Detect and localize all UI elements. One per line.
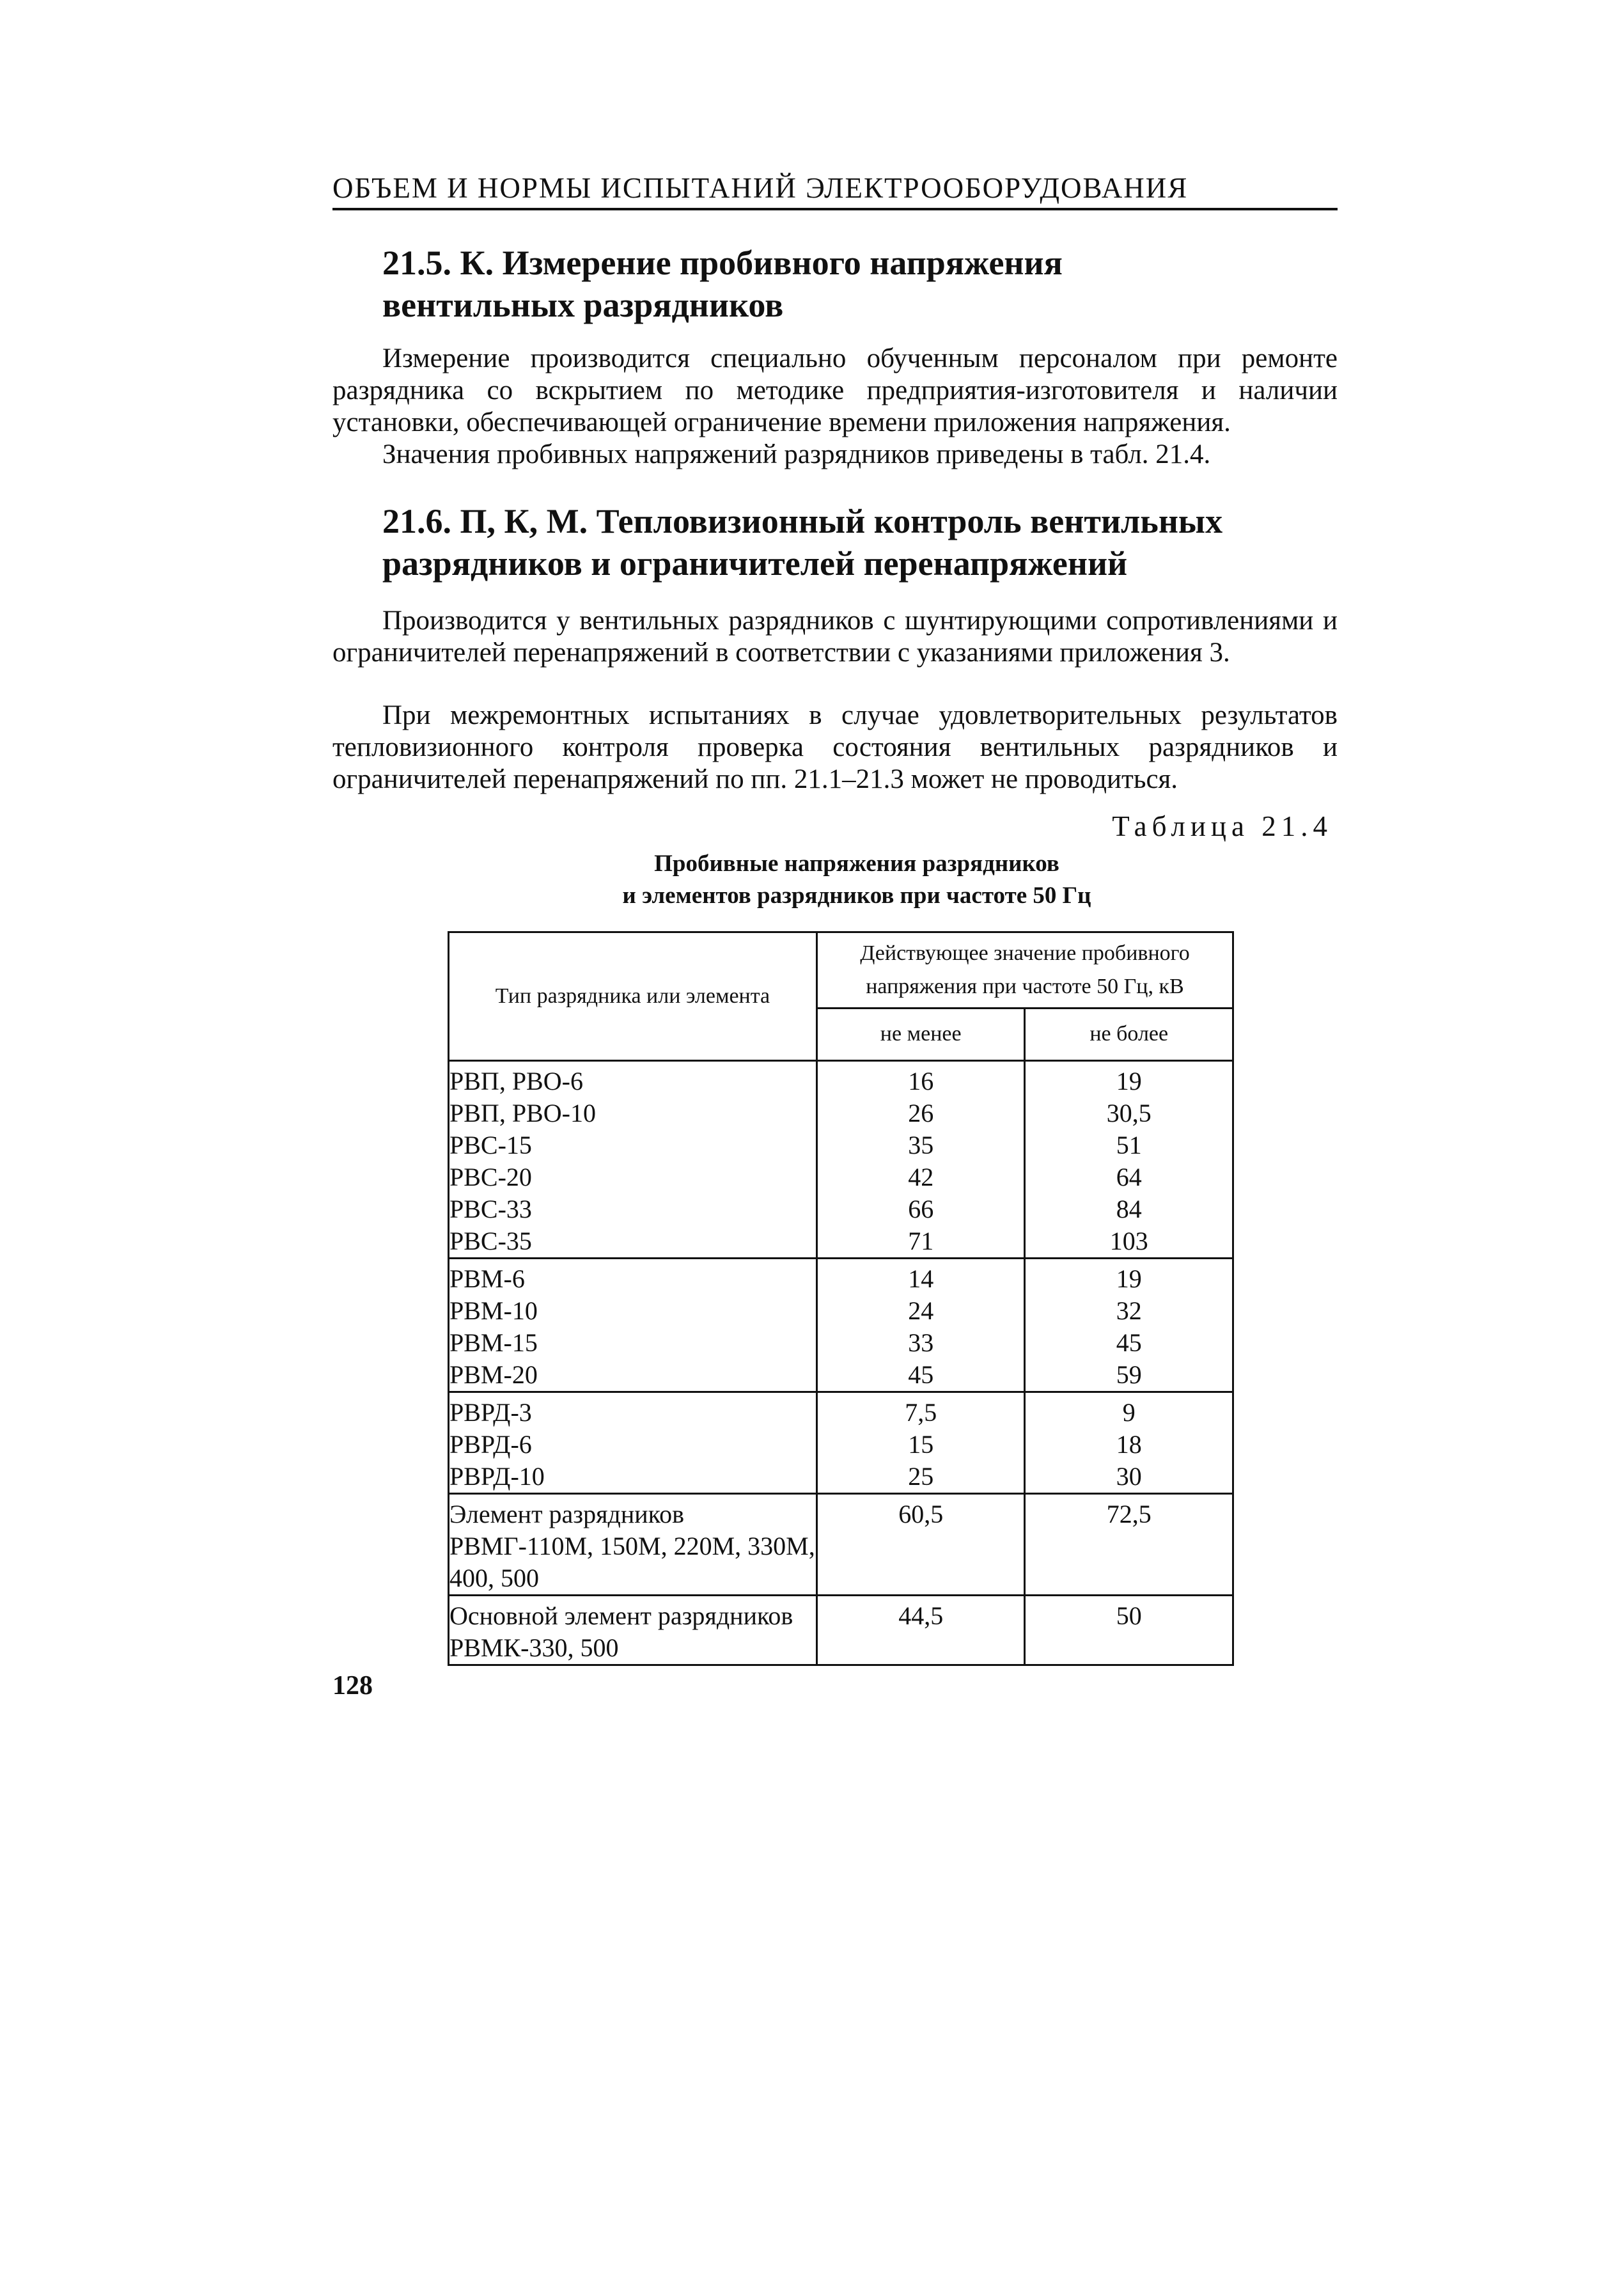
table-row — [449, 1429, 1233, 1461]
table-row — [449, 1494, 1233, 1596]
cell-max: 9 — [1025, 1392, 1233, 1429]
section-heading-21-5 — [382, 242, 1329, 326]
cell-min: 44,5 — [816, 1596, 1025, 1665]
cell-type: РВРД-10 — [449, 1461, 817, 1494]
table-row — [449, 1259, 1233, 1296]
cell-max: 51 — [1025, 1129, 1233, 1161]
table-title-line: и элементов разрядников при частоте 50 Гц — [622, 883, 1091, 909]
cell-type: РВП, РВО-6 — [449, 1061, 817, 1098]
table-row — [449, 1392, 1233, 1429]
paragraph: Производится у вентильных разрядников с шунтирующими сопротивлениями и ограничителей перенапряжений в соответствии с указаниями приложения 3. — [332, 606, 1338, 668]
cell-max: 32 — [1025, 1295, 1233, 1327]
cell-min: 45 — [816, 1359, 1025, 1392]
table-body — [449, 1061, 1233, 1665]
paragraph: Измерение производится специально обученным персоналом при ремонте разрядника со вскрытием по методике предприятия-изготовителя и наличии установки, обеспечивающей ограничение времени приложения напряжения. — [332, 343, 1338, 437]
cell-min: 42 — [816, 1161, 1025, 1193]
table-title-line: Пробивные напряжения разрядников — [654, 851, 1059, 877]
cell-min: 60,5 — [816, 1494, 1025, 1596]
cell-min: 14 — [816, 1259, 1025, 1296]
table-title — [448, 848, 1266, 912]
cell-min: 24 — [816, 1295, 1025, 1327]
cell-max: 64 — [1025, 1161, 1233, 1193]
cell-max: 72,5 — [1025, 1494, 1233, 1596]
cell-max: 84 — [1025, 1193, 1233, 1225]
table-row — [449, 1225, 1233, 1259]
header-voltage-group — [816, 932, 1233, 1009]
paragraph: Значения пробивных напряжений разрядников приведены в табл. 21.4. — [382, 439, 1211, 469]
cell-max: 19 — [1025, 1259, 1233, 1296]
cell-type: РВРД-3 — [449, 1392, 817, 1429]
table-row — [449, 1129, 1233, 1161]
header-line: Действующее значение пробивного — [860, 941, 1190, 965]
cell-min: 66 — [816, 1193, 1025, 1225]
cell-max: 30 — [1025, 1461, 1233, 1494]
heading-line: разрядников и ограничителей перенапряжений — [382, 544, 1128, 583]
cell-max: 30,5 — [1025, 1097, 1233, 1129]
cell-type: Элемент разрядников РВМГ-110М, 150М, 220М, 330М, 400, 500 — [449, 1494, 817, 1596]
cell-min: 33 — [816, 1327, 1025, 1359]
table-row — [449, 1359, 1233, 1392]
cell-min: 25 — [816, 1461, 1025, 1494]
cell-max: 18 — [1025, 1429, 1233, 1461]
cell-type: РВМ-15 — [449, 1327, 817, 1359]
cell-type: Основной элемент разрядников РВМК-330, 500 — [449, 1596, 817, 1665]
heading-line: 21.6. П, К, М. Тепловизионный контроль вентильных — [382, 502, 1223, 540]
cell-max: 45 — [1025, 1327, 1233, 1359]
table-row — [449, 1097, 1233, 1129]
header-type: Тип разрядника или элемента — [449, 932, 817, 1061]
page-number: 128 — [332, 1671, 373, 1700]
cell-min: 35 — [816, 1129, 1025, 1161]
paragraph: При межремонтных испытаниях в случае удовлетворительных результатов тепловизионного контроля проверка состояния вентильных разрядников и ограничителей перенапряжений по пп. 21.1–21.3 может не проводиться. — [332, 700, 1338, 794]
table-row — [449, 1295, 1233, 1327]
table-row — [449, 1061, 1233, 1098]
cell-type: РВС-15 — [449, 1129, 817, 1161]
cell-type: РВМ-6 — [449, 1259, 817, 1296]
cell-max: 59 — [1025, 1359, 1233, 1392]
table-row — [449, 1461, 1233, 1494]
cell-type: РВМ-20 — [449, 1359, 817, 1392]
cell-type: РВС-33 — [449, 1193, 817, 1225]
running-head: ОБЪЕМ И НОРМЫ ИСПЫТАНИЙ ЭЛЕКТРООБОРУДОВАНИЯ — [332, 174, 1338, 210]
cell-type: РВРД-6 — [449, 1429, 817, 1461]
section-heading-21-6 — [382, 500, 1329, 585]
heading-line: вентильных разрядников — [382, 286, 784, 324]
heading-line: 21.5. К. Измерение пробивного напряжения — [382, 244, 1063, 282]
cell-type: РВМ-10 — [449, 1295, 817, 1327]
cell-type: РВС-35 — [449, 1225, 817, 1259]
cell-min: 71 — [816, 1225, 1025, 1259]
cell-type: РВП, РВО-10 — [449, 1097, 817, 1129]
table-row — [449, 1327, 1233, 1359]
cell-max: 103 — [1025, 1225, 1233, 1259]
cell-min: 26 — [816, 1097, 1025, 1129]
header-line: напряжения при частоте 50 Гц, кВ — [866, 974, 1184, 998]
header-min: не менее — [816, 1008, 1025, 1060]
header-max: не более — [1025, 1008, 1233, 1060]
breakdown-voltage-table — [448, 931, 1234, 1666]
table-row — [449, 1596, 1233, 1665]
cell-max: 50 — [1025, 1596, 1233, 1665]
cell-max: 19 — [1025, 1061, 1233, 1098]
cell-min: 7,5 — [816, 1392, 1025, 1429]
table-row — [449, 1161, 1233, 1193]
cell-min: 16 — [816, 1061, 1025, 1098]
cell-type: РВС-20 — [449, 1161, 817, 1193]
cell-min: 15 — [816, 1429, 1025, 1461]
table-label: Таблица 21.4 — [1112, 810, 1332, 842]
table-row — [449, 1193, 1233, 1225]
